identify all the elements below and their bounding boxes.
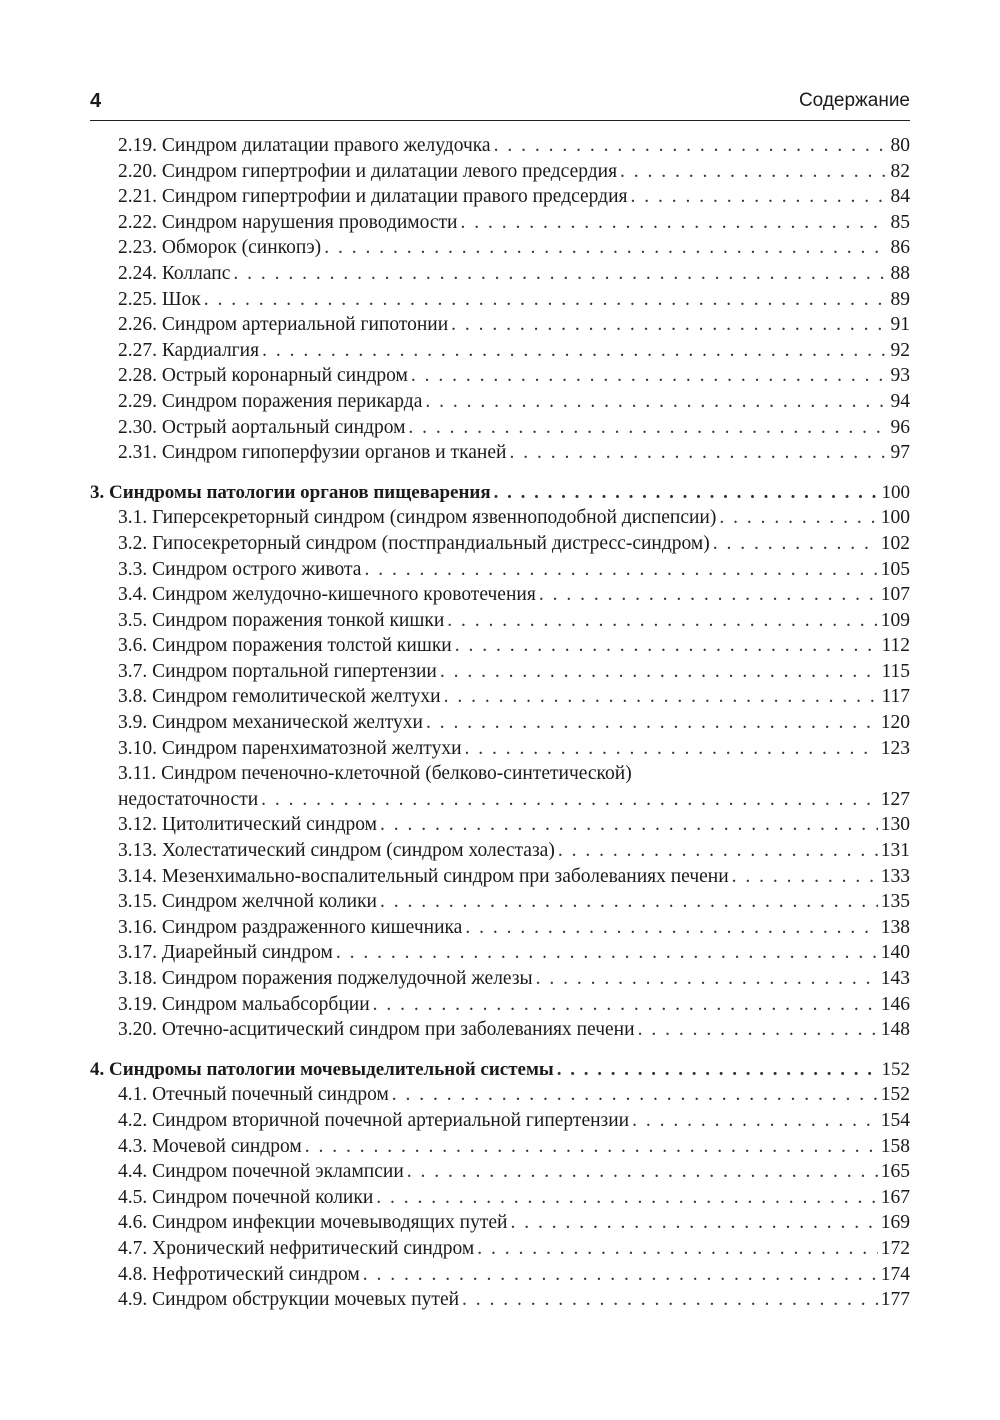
toc-entry[interactable] bbox=[90, 1159, 910, 1185]
dot-leader bbox=[638, 1017, 878, 1043]
toc-entry[interactable] bbox=[90, 736, 910, 762]
dot-leader bbox=[451, 312, 887, 338]
dot-leader bbox=[408, 415, 887, 441]
toc-page-number: 85 bbox=[890, 211, 910, 233]
toc-page-number: 172 bbox=[880, 1237, 910, 1259]
toc-page-number: 109 bbox=[880, 609, 910, 631]
toc-entry-label: 3.7. Синдром портальной гипертензии bbox=[118, 660, 437, 682]
section-gap bbox=[90, 466, 910, 480]
toc-entry[interactable] bbox=[90, 184, 910, 210]
toc-entry-label: 4.5. Синдром почечной колики bbox=[118, 1186, 374, 1208]
toc-page-number: 138 bbox=[880, 916, 910, 938]
dot-leader bbox=[380, 812, 878, 838]
toc-entry[interactable] bbox=[90, 864, 910, 890]
toc-page-number: 94 bbox=[890, 390, 910, 412]
dot-leader bbox=[462, 1287, 878, 1313]
toc-entry-label: 2.21. Синдром гипертрофии и дилатации правого предсердия bbox=[118, 186, 628, 208]
toc-entry[interactable] bbox=[90, 1210, 910, 1236]
toc-entry[interactable] bbox=[90, 531, 910, 557]
toc-page-number: 165 bbox=[880, 1161, 910, 1183]
toc-page-number: 167 bbox=[880, 1186, 910, 1208]
toc-page-number: 97 bbox=[890, 442, 910, 464]
dot-leader bbox=[440, 659, 879, 685]
toc-entry-label: 2.27. Кардиалгия bbox=[118, 339, 260, 361]
toc-entry-label: 3.5. Синдром поражения тонкой кишки bbox=[118, 609, 445, 631]
toc-entry[interactable] bbox=[90, 1185, 910, 1211]
dot-leader bbox=[233, 261, 887, 287]
toc-entry-label: 2.28. Острый коронарный синдром bbox=[118, 365, 408, 387]
toc-entry-label: недостаточности bbox=[118, 788, 259, 810]
toc-group bbox=[90, 505, 910, 761]
dot-leader bbox=[558, 838, 878, 864]
toc-entry-label: 3.13. Холестатический синдром (синдром холестаза) bbox=[118, 840, 555, 862]
dot-leader bbox=[455, 633, 879, 659]
dot-leader bbox=[376, 1185, 877, 1211]
toc-chapter-label: 4. Синдромы патологии мочевыделительной системы bbox=[90, 1058, 554, 1080]
toc-group bbox=[90, 812, 910, 1042]
dot-leader bbox=[477, 1236, 878, 1262]
toc-page-number: 152 bbox=[880, 1084, 910, 1106]
toc-entry[interactable] bbox=[90, 133, 910, 159]
toc-entry-label: 3.8. Синдром гемолитической желтухи bbox=[118, 686, 441, 708]
toc-page-number: 127 bbox=[880, 788, 910, 810]
toc-entry-label: 2.31. Синдром гипоперфузии органов и тканей bbox=[118, 442, 507, 464]
toc-entry-label: 3.15. Синдром желчной колики bbox=[118, 891, 377, 913]
toc-entry[interactable] bbox=[90, 582, 910, 608]
dot-leader bbox=[336, 940, 878, 966]
toc-page-number: 174 bbox=[880, 1263, 910, 1285]
toc-entry[interactable] bbox=[90, 992, 910, 1018]
toc-entry-label: 3.1. Гиперсекреторный синдром (синдром язвенноподобной диспепсии) bbox=[118, 507, 717, 529]
toc-page-number: 115 bbox=[881, 660, 910, 682]
toc-chapter-label: 3. Синдромы патологии органов пищеварения bbox=[90, 481, 491, 503]
dot-leader bbox=[373, 992, 878, 1018]
toc-entry-label: 3.18. Синдром поражения поджелудочной железы bbox=[118, 968, 533, 989]
toc-entry[interactable] bbox=[90, 889, 910, 915]
toc-page-number: 140 bbox=[880, 942, 910, 964]
dot-leader bbox=[536, 966, 878, 992]
dot-leader bbox=[262, 338, 887, 364]
toc-entry-label: 3.19. Синдром мальабсорбции bbox=[118, 993, 370, 1015]
toc-entry-label: 2.30. Острый аортальный синдром bbox=[118, 416, 406, 438]
toc-entry-label: 3.14. Мезенхимально-воспалительный синдром при заболеваниях печени bbox=[118, 865, 729, 887]
toc-entry[interactable] bbox=[90, 440, 910, 466]
section-gap bbox=[90, 1043, 910, 1057]
toc-page-number: 86 bbox=[890, 237, 910, 259]
toc-entry[interactable] bbox=[90, 1236, 910, 1262]
toc-page-number: 84 bbox=[890, 186, 910, 208]
toc-entry-label: 3.10. Синдром паренхиматозной желтухи bbox=[118, 737, 462, 759]
dot-leader bbox=[426, 710, 878, 736]
toc-page-number: 130 bbox=[880, 814, 910, 836]
toc-page-number: 117 bbox=[881, 686, 910, 708]
page-header bbox=[90, 86, 910, 121]
toc-entry[interactable] bbox=[90, 838, 910, 864]
toc-page-number: 80 bbox=[890, 135, 910, 156]
toc-entry[interactable] bbox=[90, 287, 910, 313]
toc-entry[interactable] bbox=[90, 659, 910, 685]
toc-entry[interactable] bbox=[90, 1287, 910, 1313]
dot-leader bbox=[407, 1159, 878, 1185]
toc-chapter-4[interactable] bbox=[90, 1057, 910, 1083]
toc-entry-label: 2.20. Синдром гипертрофии и дилатации левого предсердия bbox=[118, 160, 618, 182]
dot-leader bbox=[447, 608, 877, 634]
dot-leader bbox=[425, 389, 887, 415]
toc-entry[interactable] bbox=[90, 1134, 910, 1160]
toc-page-number: 120 bbox=[880, 712, 910, 734]
toc-entry-label: 2.19. Синдром дилатации правого желудочка bbox=[118, 135, 491, 156]
toc-entry-label: 3.9. Синдром механической желтухи bbox=[118, 712, 423, 734]
dot-leader bbox=[719, 505, 877, 531]
toc-entry-label: 3.17. Диарейный синдром bbox=[118, 942, 333, 964]
toc-entry[interactable] bbox=[90, 966, 910, 992]
toc-page-number: 82 bbox=[890, 160, 910, 182]
toc-entry[interactable] bbox=[90, 338, 910, 364]
toc-entry-label: 3.16. Синдром раздраженного кишечника bbox=[118, 916, 463, 938]
toc-page-number: 92 bbox=[890, 339, 910, 361]
toc-page-number: 91 bbox=[890, 314, 910, 336]
toc-chapter-3[interactable] bbox=[90, 480, 910, 506]
toc-entry[interactable] bbox=[90, 415, 910, 441]
dot-leader bbox=[204, 287, 888, 313]
dot-leader bbox=[620, 159, 887, 185]
dot-leader bbox=[509, 440, 887, 466]
toc-entry[interactable] bbox=[90, 363, 910, 389]
toc-entry[interactable] bbox=[90, 633, 910, 659]
dot-leader bbox=[261, 787, 878, 813]
toc-page-number: 107 bbox=[880, 584, 910, 606]
toc-page-number: 158 bbox=[880, 1135, 910, 1157]
toc-entry[interactable] bbox=[90, 235, 910, 261]
toc-entry[interactable] bbox=[90, 940, 910, 966]
running-title: Содержание bbox=[798, 90, 910, 111]
toc-page-number: 105 bbox=[880, 558, 910, 580]
dot-leader bbox=[324, 235, 887, 261]
toc-entry-label: 4.4. Синдром почечной эклампсии bbox=[118, 1161, 404, 1183]
toc-entry[interactable] bbox=[90, 684, 910, 710]
toc-page-number: 88 bbox=[890, 262, 910, 284]
toc-entry-label: 3.3. Синдром острого живота bbox=[118, 558, 362, 580]
toc-entry[interactable] bbox=[90, 812, 910, 838]
toc-page-number: 148 bbox=[880, 1019, 910, 1041]
dot-leader bbox=[510, 1210, 877, 1236]
toc-entry-label: 3.2. Гипосекреторный синдром (постпрандиальный дистресс-синдром) bbox=[118, 532, 710, 554]
toc-page-number: 102 bbox=[880, 532, 910, 554]
toc-page-number: 123 bbox=[880, 737, 910, 759]
dot-leader bbox=[465, 736, 878, 762]
dot-leader bbox=[632, 1108, 878, 1134]
toc-entry[interactable] bbox=[90, 1017, 910, 1043]
toc-page-number: 133 bbox=[880, 865, 910, 887]
toc-entry-3-11-line2[interactable] bbox=[90, 787, 910, 813]
toc-entry[interactable] bbox=[90, 915, 910, 941]
toc-page-number: 146 bbox=[880, 993, 910, 1015]
toc-entry-label: 2.25. Шок bbox=[118, 288, 201, 310]
dot-leader bbox=[539, 582, 878, 608]
toc-page-number: 96 bbox=[890, 416, 910, 438]
dot-leader bbox=[494, 133, 888, 159]
dot-leader bbox=[380, 889, 878, 915]
toc-page-number: 131 bbox=[880, 840, 910, 862]
toc-entry-label: 4.9. Синдром обструкции мочевых путей bbox=[118, 1289, 460, 1311]
toc-page-number: 154 bbox=[880, 1109, 910, 1131]
toc-entry[interactable] bbox=[90, 210, 910, 236]
toc-entry-label: 2.29. Синдром поражения перикарда bbox=[118, 390, 423, 412]
toc-entry-label: 2.26. Синдром артериальной гипотонии bbox=[118, 314, 449, 336]
toc-entry[interactable] bbox=[90, 159, 910, 185]
toc-entry[interactable] bbox=[90, 1082, 910, 1108]
toc-entry-label: 4.2. Синдром вторичной почечной артериальной гипертензии bbox=[118, 1109, 630, 1131]
toc-entry[interactable] bbox=[90, 389, 910, 415]
dot-leader bbox=[444, 684, 879, 710]
dot-leader bbox=[557, 1057, 879, 1083]
toc-entry[interactable] bbox=[90, 608, 910, 634]
toc-entry-label: 2.24. Коллапс bbox=[118, 262, 231, 284]
toc-entry-label: 2.22. Синдром нарушения проводимости bbox=[118, 211, 458, 233]
toc-entry-3-11-line1[interactable]: 3.11. Синдром печеночно-клеточной (белково-синтетической) bbox=[118, 763, 632, 785]
toc-entry[interactable] bbox=[90, 1262, 910, 1288]
dot-leader bbox=[732, 864, 878, 890]
toc-entry[interactable] bbox=[90, 1108, 910, 1134]
dot-leader bbox=[713, 531, 878, 557]
dot-leader bbox=[494, 480, 879, 506]
toc-page-number: 93 bbox=[890, 365, 910, 387]
table-of-contents bbox=[90, 133, 910, 1313]
toc-page-number: 169 bbox=[880, 1212, 910, 1234]
toc-entry-label: 3.6. Синдром поражения толстой кишки bbox=[118, 635, 452, 657]
toc-entry[interactable] bbox=[90, 505, 910, 531]
dot-leader bbox=[631, 184, 888, 210]
toc-entry-label: 4.8. Нефротический синдром bbox=[118, 1263, 360, 1285]
toc-page-number: 135 bbox=[880, 891, 910, 913]
toc-entry-label: 2.23. Обморок (синкопэ) bbox=[118, 237, 322, 259]
toc-entry-label: 4.7. Хронический нефритический синдром bbox=[118, 1237, 475, 1259]
page-number: 4 bbox=[90, 90, 102, 112]
dot-leader bbox=[465, 915, 877, 941]
toc-group bbox=[90, 1082, 910, 1312]
toc-group bbox=[90, 133, 910, 466]
toc-page-number: 89 bbox=[890, 288, 910, 310]
toc-page-number: 152 bbox=[881, 1058, 910, 1080]
toc-page-number: 112 bbox=[881, 635, 910, 657]
toc-entry-label: 4.6. Синдром инфекции мочевыводящих путей bbox=[118, 1212, 508, 1234]
dot-leader bbox=[392, 1082, 878, 1108]
toc-page-number: 100 bbox=[881, 481, 910, 503]
toc-entry-label: 3.20. Отечно-асцитический синдром при заболеваниях печени bbox=[118, 1019, 635, 1041]
dot-leader bbox=[460, 210, 887, 236]
toc-entry[interactable] bbox=[90, 312, 910, 338]
toc-entry[interactable] bbox=[90, 261, 910, 287]
toc-page-number: 177 bbox=[880, 1289, 910, 1311]
dot-leader bbox=[411, 363, 888, 389]
dot-leader bbox=[305, 1134, 878, 1160]
dot-leader bbox=[363, 1262, 878, 1288]
toc-entry[interactable] bbox=[90, 710, 910, 736]
toc-entry-label: 3.4. Синдром желудочно-кишечного кровотечения bbox=[118, 584, 536, 606]
toc-entry[interactable] bbox=[90, 557, 910, 583]
toc-entry-label: 4.3. Мочевой синдром bbox=[118, 1135, 302, 1157]
toc-entry-label: 3.12. Цитолитический синдром bbox=[118, 814, 378, 836]
dot-leader bbox=[364, 557, 877, 583]
toc-page-number: 100 bbox=[880, 507, 910, 529]
toc-page-number: 143 bbox=[880, 968, 910, 989]
toc-entry-label: 4.1. Отечный почечный синдром bbox=[118, 1084, 389, 1106]
